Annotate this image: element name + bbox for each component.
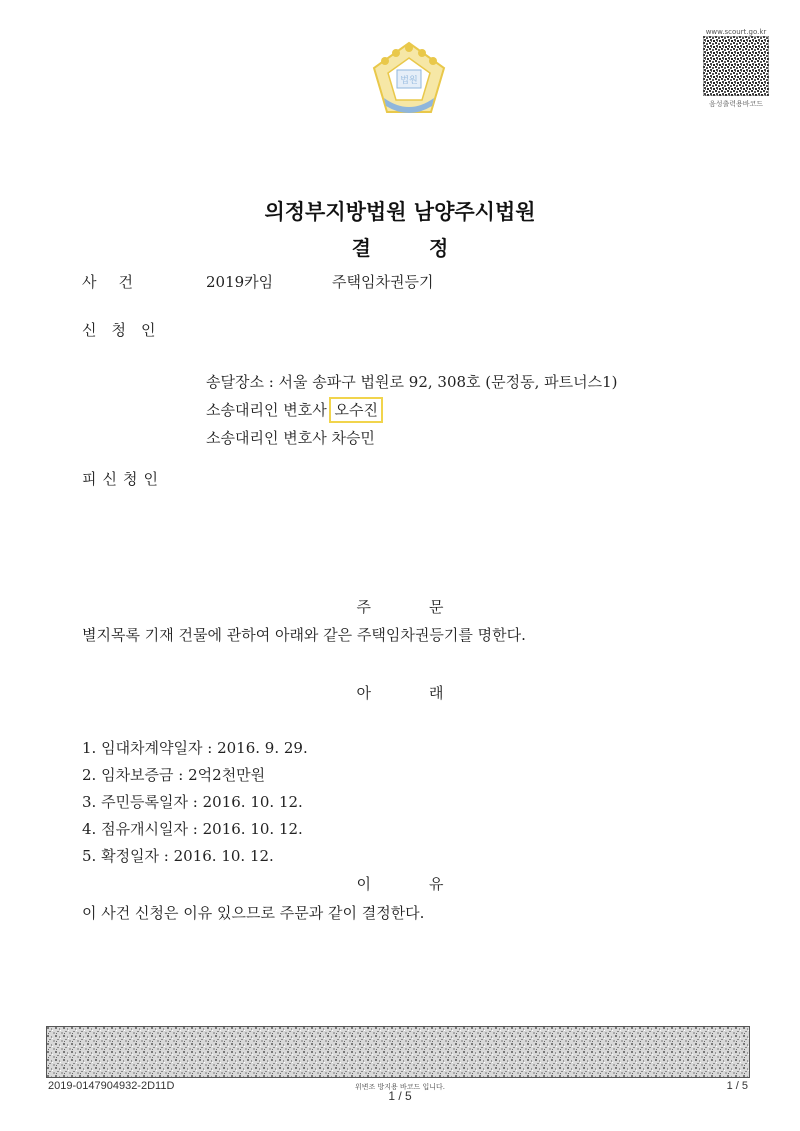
document-title: 결정: [351, 236, 507, 260]
order-item: 4. 점유개시일자 : 2016. 10. 12.: [82, 820, 303, 838]
order-item: 2. 임차보증금 : 2억2천만원: [82, 766, 266, 784]
respondent-label: 피신청인: [82, 470, 164, 488]
order-heading: 주문: [356, 598, 502, 616]
order-item: 1. 임대차계약일자 : 2016. 9. 29.: [82, 739, 308, 757]
document-id: 2019-0147904932-2D11D: [48, 1080, 175, 1092]
case-number: 2019카임: [206, 273, 274, 291]
applicant-label: 신청인: [82, 321, 171, 339]
applicant-address: 송달장소 : 서울 송파구 법원로 92, 308호 (문정동, 파트너스1): [206, 373, 618, 391]
svg-text:법원: 법원: [400, 76, 418, 86]
page-number-center: 1 / 5: [388, 1089, 412, 1103]
lawyer-1-name: 오수진: [331, 399, 380, 421]
order-item: 3. 주민등록일자 : 2016. 10. 12.: [82, 793, 303, 811]
reason-heading: 이유: [356, 875, 502, 893]
lawyer-2: 소송대리인 변호사 차승민: [206, 429, 375, 447]
lawyer-1-prefix: 소송대리인 변호사: [206, 401, 327, 419]
order-text: 별지목록 기재 건물에 관하여 아래와 같은 주택임차권등기를 명한다.: [82, 626, 526, 644]
order-item: 5. 확정일자 : 2016. 10. 12.: [82, 847, 274, 865]
case-label: 사건: [82, 273, 155, 291]
page-number-right: 1 / 5: [726, 1080, 748, 1092]
barcode-note: 위변조 방지용 바코드 입니다.: [354, 1083, 446, 1091]
lawyer-1: [206, 399, 381, 420]
qr-caption: 음성출력용바코드: [708, 100, 764, 108]
qr-url-text: www.scourt.go.kr: [705, 28, 767, 36]
court-emblem-logo: [370, 40, 448, 116]
reason-text: 이 사건 신청은 이유 있으므로 주문과 같이 결정한다.: [82, 904, 425, 922]
case-name: 주택임차권등기: [332, 273, 434, 291]
qr-code: [703, 36, 769, 96]
below-heading: 아래: [356, 684, 502, 702]
court-name: 의정부지방법원 남양주시법원: [264, 199, 536, 224]
anti-forgery-barcode: [46, 1026, 750, 1078]
